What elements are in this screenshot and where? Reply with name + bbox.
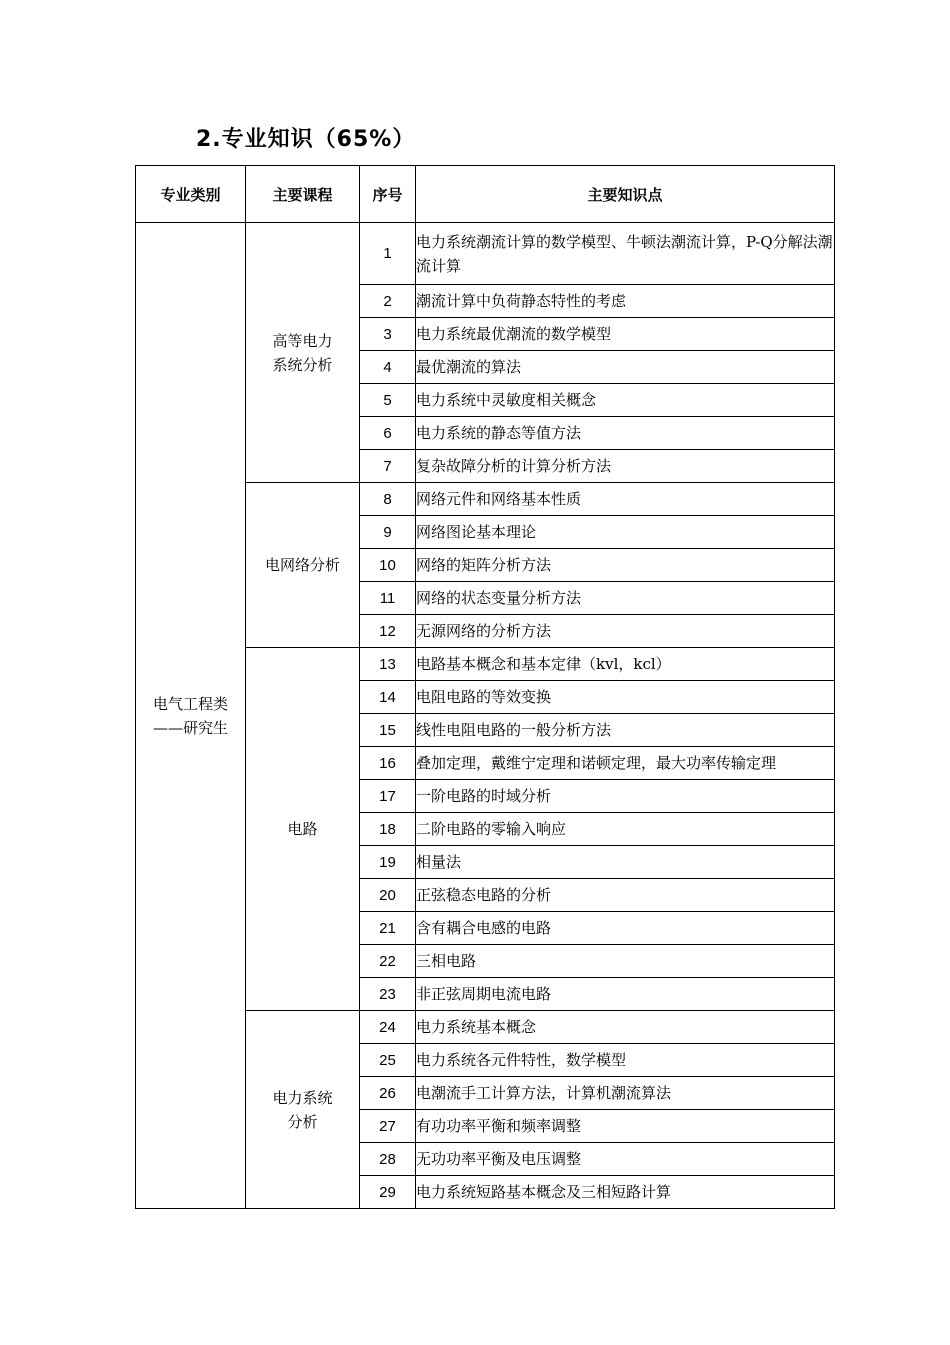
number-cell: 2: [360, 285, 416, 318]
number-cell: 10: [360, 549, 416, 582]
knowledge-point-cell: 线性电阻电路的一般分析方法: [416, 714, 835, 747]
course-cell: 电路: [246, 648, 360, 1011]
knowledge-point-cell: 电阻电路的等效变换: [416, 681, 835, 714]
knowledge-point-cell: 电力系统短路基本概念及三相短路计算: [416, 1176, 835, 1209]
header-row: [136, 166, 835, 223]
number-cell: 12: [360, 615, 416, 648]
knowledge-point-cell: 二阶电路的零输入响应: [416, 813, 835, 846]
table-row: [136, 223, 835, 285]
knowledge-point-cell: 网络的状态变量分析方法: [416, 582, 835, 615]
number-cell: 6: [360, 417, 416, 450]
number-cell: 8: [360, 483, 416, 516]
number-cell: 25: [360, 1044, 416, 1077]
knowledge-point-cell: 电力系统各元件特性，数学模型: [416, 1044, 835, 1077]
header-number: 序号: [360, 166, 416, 223]
knowledge-point-cell: 有功功率平衡和频率调整: [416, 1110, 835, 1143]
knowledge-point-cell: 电力系统的静态等值方法: [416, 417, 835, 450]
number-cell: 1: [360, 223, 416, 285]
number-cell: 24: [360, 1011, 416, 1044]
header-knowledge-point: 主要知识点: [416, 166, 835, 223]
number-cell: 13: [360, 648, 416, 681]
number-cell: 23: [360, 978, 416, 1011]
knowledge-point-cell: 电力系统潮流计算的数学模型、牛顿法潮流计算，P-Q分解法潮流计算: [416, 223, 835, 285]
knowledge-point-cell: 电力系统中灵敏度相关概念: [416, 384, 835, 417]
section-title: 2.专业知识（65%）: [196, 127, 416, 152]
knowledge-point-cell: 叠加定理，戴维宁定理和诺顿定理，最大功率传输定理: [416, 747, 835, 780]
knowledge-point-cell: 相量法: [416, 846, 835, 879]
knowledge-point-cell: 网络元件和网络基本性质: [416, 483, 835, 516]
knowledge-point-cell: 最优潮流的算法: [416, 351, 835, 384]
number-cell: 29: [360, 1176, 416, 1209]
number-cell: 20: [360, 879, 416, 912]
number-cell: 9: [360, 516, 416, 549]
knowledge-point-cell: 非正弦周期电流电路: [416, 978, 835, 1011]
course-cell: 电网络分析: [246, 483, 360, 648]
number-cell: 27: [360, 1110, 416, 1143]
number-cell: 5: [360, 384, 416, 417]
number-cell: 3: [360, 318, 416, 351]
knowledge-table: [135, 165, 835, 1209]
number-cell: 7: [360, 450, 416, 483]
knowledge-point-cell: 正弦稳态电路的分析: [416, 879, 835, 912]
number-cell: 4: [360, 351, 416, 384]
table-body: [136, 223, 835, 1209]
knowledge-point-cell: 网络的矩阵分析方法: [416, 549, 835, 582]
knowledge-point-cell: 网络图论基本理论: [416, 516, 835, 549]
number-cell: 15: [360, 714, 416, 747]
number-cell: 14: [360, 681, 416, 714]
knowledge-point-cell: 复杂故障分析的计算分析方法: [416, 450, 835, 483]
number-cell: 26: [360, 1077, 416, 1110]
course-cell: 电力系统 分析: [246, 1011, 360, 1209]
knowledge-point-cell: 潮流计算中负荷静态特性的考虑: [416, 285, 835, 318]
header-category: 专业类别: [136, 166, 246, 223]
knowledge-point-cell: 一阶电路的时域分析: [416, 780, 835, 813]
category-cell: 电气工程类 ——研究生: [136, 223, 246, 1209]
number-cell: 17: [360, 780, 416, 813]
knowledge-point-cell: 电力系统基本概念: [416, 1011, 835, 1044]
course-cell: 高等电力 系统分析: [246, 223, 360, 483]
header-course: 主要课程: [246, 166, 360, 223]
number-cell: 16: [360, 747, 416, 780]
knowledge-point-cell: 电潮流手工计算方法，计算机潮流算法: [416, 1077, 835, 1110]
number-cell: 18: [360, 813, 416, 846]
number-cell: 28: [360, 1143, 416, 1176]
number-cell: 21: [360, 912, 416, 945]
knowledge-point-cell: 无功功率平衡及电压调整: [416, 1143, 835, 1176]
knowledge-point-cell: 电路基本概念和基本定律（kvl，kcl）: [416, 648, 835, 681]
number-cell: 19: [360, 846, 416, 879]
knowledge-point-cell: 电力系统最优潮流的数学模型: [416, 318, 835, 351]
number-cell: 22: [360, 945, 416, 978]
number-cell: 11: [360, 582, 416, 615]
knowledge-point-cell: 三相电路: [416, 945, 835, 978]
knowledge-point-cell: 无源网络的分析方法: [416, 615, 835, 648]
knowledge-point-cell: 含有耦合电感的电路: [416, 912, 835, 945]
